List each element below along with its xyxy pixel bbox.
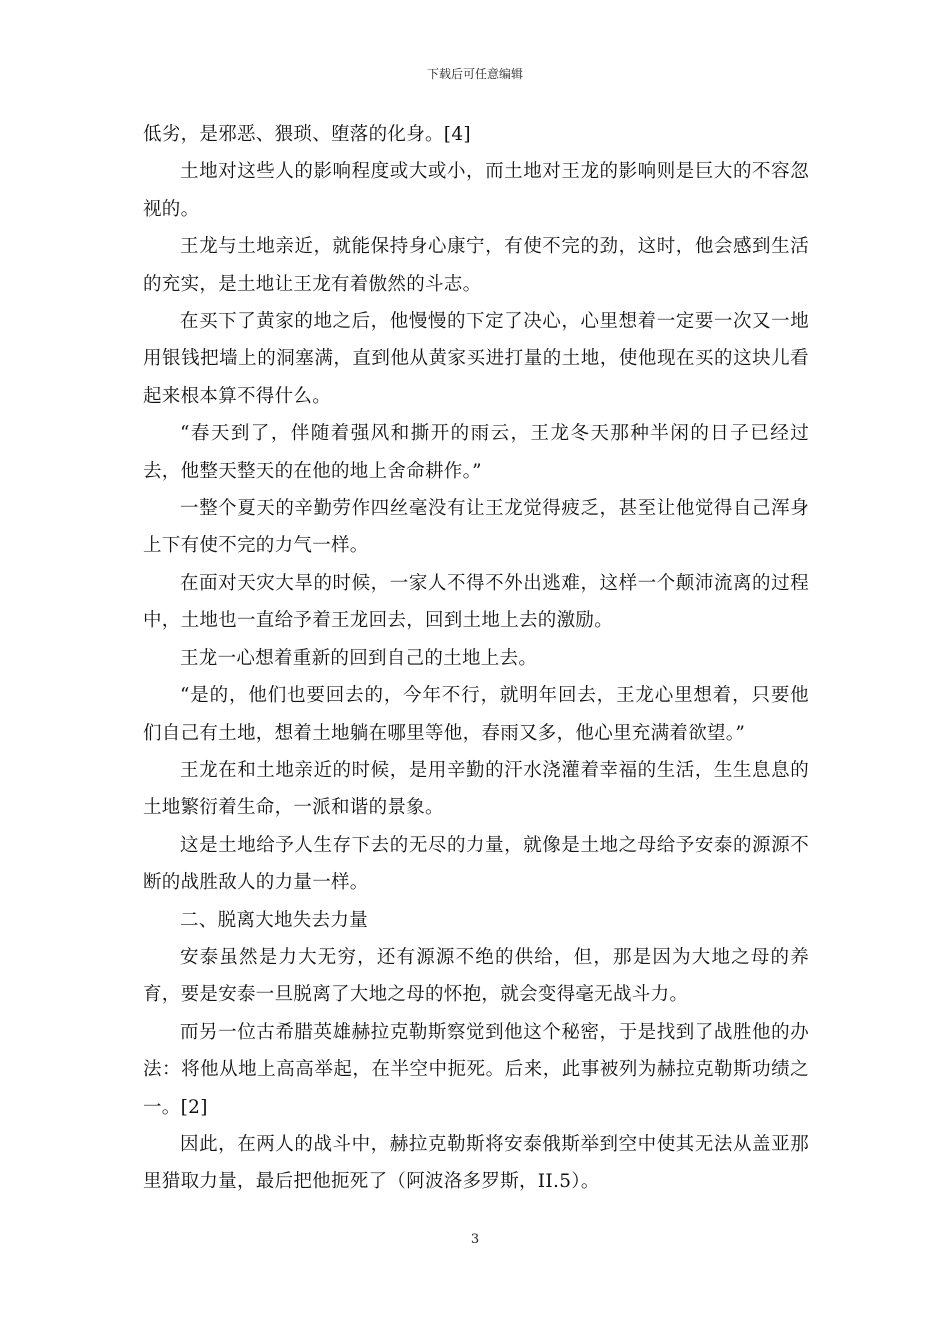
paragraph-6: 一整个夏天的辛勤劳作四丝毫没有让王龙觉得疲乏，甚至让他觉得自己浑身上下有使不完的力气一样。 xyxy=(143,498,809,557)
paragraph-15: 因此，在两人的战斗中，赫拉克勒斯将安泰俄斯举到空中使其无法从盖亚那里猎取力量，最后把他扼死了（阿波洛多罗斯，II.5）。 xyxy=(143,1133,809,1193)
paragraph-9: “是的，他们也要回去的，今年不行，就明年回去，王龙心里想着，只要他们自己有土地，想着土地躺在哪里等他，春雨又多，他心里充满着欲望。” xyxy=(143,685,809,744)
paragraph-7: 在面对天灾大旱的时候，一家人不得不外出逃难，这样一个颠沛流离的过程中，土地也一直给予着王龙回去，回到土地上去的激励。 xyxy=(143,572,809,632)
page-header: 下载后可任意编辑 xyxy=(426,67,523,81)
page-number: 3 xyxy=(470,1232,480,1247)
paragraph-5: “春天到了，伴随着强风和撕开的雨云，王龙冬天那种半闲的日子已经过去，他整天整天的在他的地上舍命耕作。” xyxy=(143,423,809,482)
paragraph-4: 在买下了黄家的地之后，他慢慢的下定了决心，心里想着一定要一次又一地用银钱把墙上的洞塞满，直到他从黄家买进打量的土地，使他现在买的这块儿看起来根本算不得什么。 xyxy=(143,311,809,407)
paragraph-10: 王龙在和土地亲近的时候，是用辛勤的汗水浇灌着幸福的生活，生生息息的土地繁衍着生命，一派和谐的景象。 xyxy=(143,759,809,819)
paragraph-13: 安泰虽然是力大无穷，还有源源不绝的供给，但，那是因为大地之母的养育，要是安泰一旦脱离了大地之母的怀抱，就会变得毫无战斗力。 xyxy=(143,946,809,1006)
paragraph-2: 土地对这些人的影响程度或大或小，而土地对王龙的影响则是巨大的不容忽视的。 xyxy=(143,161,809,220)
document-body xyxy=(143,116,809,1201)
paragraph-1: 低劣，是邪恶、猥琐、堕落的化身。[4] xyxy=(143,124,471,145)
section-heading: 二、脱离大地失去力量 xyxy=(180,909,369,931)
paragraph-3: 王龙与土地亲近，就能保持身心康宁，有使不完的劲，这时，他会感到生活的充实，是土地让王龙有着傲然的斗志。 xyxy=(143,236,809,295)
paragraph-11: 这是土地给予人生存下去的无尽的力量，就像是土地之母给予安泰的源源不断的战胜敌人的力量一样。 xyxy=(143,834,809,894)
paragraph-14: 而另一位古希腊英雄赫拉克勒斯察觉到他这个秘密，于是找到了战胜他的办法：将他从地上高高举起，在半空中扼死。后来，此事被列为赫拉克勒斯功绩之一。[2] xyxy=(143,1021,809,1118)
paragraph-8: 王龙一心想着重新的回到自己的土地上去。 xyxy=(180,647,538,669)
